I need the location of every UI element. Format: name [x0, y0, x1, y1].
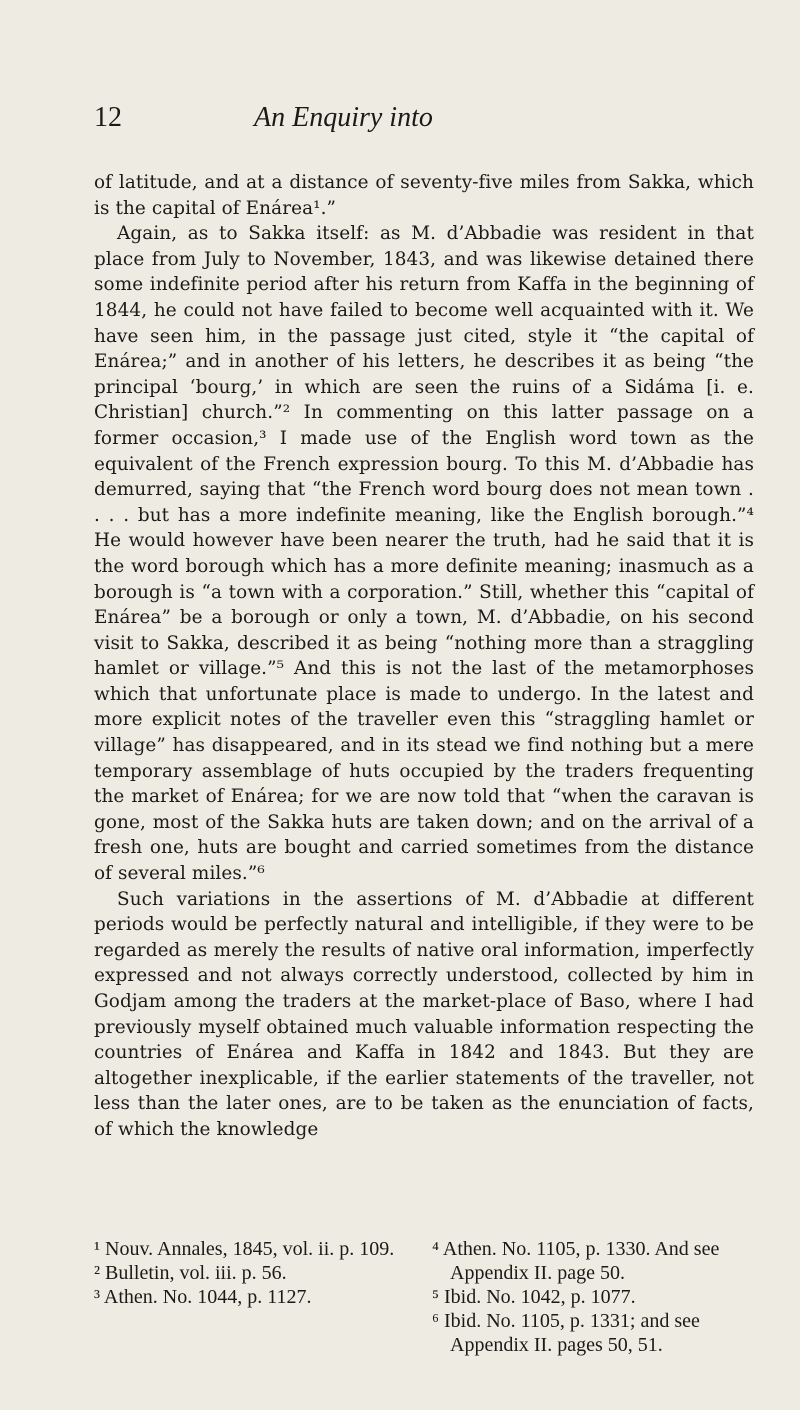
paragraph: Again, as to Sakka itself: as M. d’Abbadie was resident in that place from July to November, 1843, and was likewise detained there some indefinite period after his return from Kaffa in the beginning of 1844, he could not have failed to become well acquainted with it. We have seen him, in the passage just cited, style it “the capital of Enárea;” and in another of his letters, he describes it as being “the principal ‘bourg,’ in which are seen the ruins of a Sidáma [i. e. Christian] church.”² In commenting on this latter passage on a former occasion,³ I made use of the English word town as the equivalent of the French expression bourg. To this M. d’Abbadie has demurred, saying that “the French word bourg does not mean town . . . . but has a more indefinite meaning, like the English borough.”⁴ He would however have been nearer the truth, had he said that it is the word borough which has a more definite meaning; inasmuch as a borough is “a town with a corporation.” Still, whether this “capital of Enárea” be a borough or only a town, M. d’Abbadie, on his second visit to Sakka, described it as being “nothing more than a straggling hamlet or village.”⁵ And this is not the last of the metamorphoses which that unfortunate place is made to undergo. In the latest and more explicit notes of the traveller even this “straggling hamlet or village” has disappeared, and in its stead we find nothing but a mere temporary assemblage of huts occupied by the traders frequenting the market of Enárea; for we are now told that “when the caravan is gone, most of the Sakka huts are taken down; and on the arrival of a fresh one, huts are bought and carried sometimes from the distance of several miles.”⁶: [94, 223, 754, 885]
body-text: [94, 170, 754, 1143]
page-number: 12: [94, 102, 122, 133]
footnotes-right-column: [432, 1237, 754, 1357]
running-head: An Enquiry into: [254, 102, 433, 133]
footnote: ¹ Nouv. Annales, 1845, vol. ii. p. 109.: [94, 1238, 395, 1260]
page-header: [94, 102, 754, 142]
footnote: ⁵ Ibid. No. 1042, p. 1077.: [432, 1286, 636, 1308]
footnote: ² Bulletin, vol. iii. p. 56.: [94, 1262, 287, 1284]
footnote: ³ Athen. No. 1044, p. 1127.: [94, 1286, 312, 1308]
paragraph: Such variations in the assertions of M. d’Abbadie at different periods would be perfectly natural and intelligible, if they were to be regarded as merely the results of native oral information, imperfectly expressed and not always correctly understood, collected by him in Godjam among the traders at the market-place of Baso, where I had previously myself obtained much valuable information respecting the countries of Enárea and Kaffa in 1842 and 1843. But they are altogether inexplicable, if the earlier statements of the traveller, not less than the later ones, are to be taken as the enunciation of facts, of which the knowledge: [94, 888, 754, 1140]
footnotes-left-column: [94, 1237, 414, 1309]
footnote: ⁴ Athen. No. 1105, p. 1330. And see Appendix II. page 50.: [432, 1238, 720, 1284]
footnote: ⁶ Ibid. No. 1105, p. 1331; and see Appendix II. pages 50, 51.: [432, 1310, 700, 1356]
paragraph: of latitude, and at a distance of seventy-five miles from Sakka, which is the capital of Enárea¹.”: [94, 172, 754, 219]
